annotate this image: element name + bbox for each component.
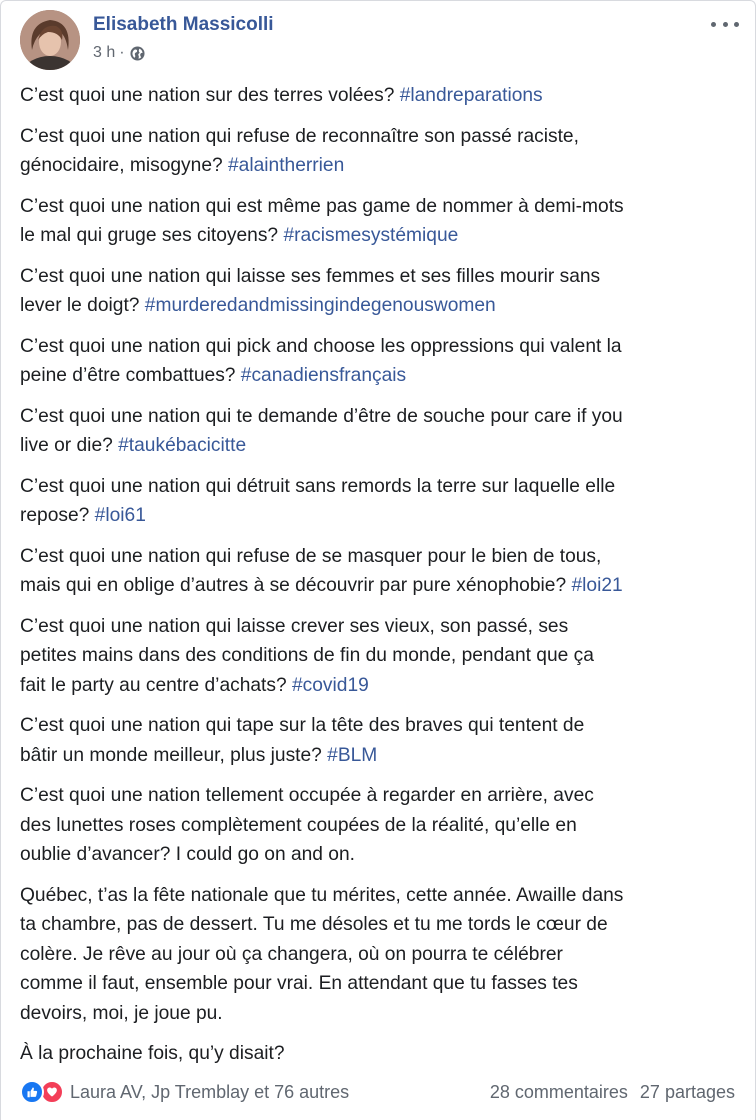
post-footer	[20, 1074, 735, 1110]
post-text: C’est quoi une nation qui pick and choose les oppressions qui valent la	[20, 335, 622, 357]
post-paragraph	[20, 542, 742, 601]
avatar[interactable]	[20, 10, 80, 70]
avatar-photo	[20, 10, 80, 70]
post-text: C’est quoi une nation sur des terres volées?	[20, 85, 400, 106]
post-text: C’est quoi une nation qui refuse de se masquer pour le bien de tous,	[20, 545, 602, 567]
post-text: lever le doigt?	[20, 295, 145, 316]
post-text: fait le party au centre d’achats?	[20, 674, 292, 696]
post-text: C’est quoi une nation tellement occupée à regarder en arrière, avec	[20, 785, 594, 806]
post-paragraph	[20, 781, 742, 870]
post-paragraph	[20, 402, 742, 461]
post-paragraph	[20, 122, 742, 181]
post-text: C’est quoi une nation qui laisse crever ses vieux, son passé, ses	[20, 615, 569, 637]
post-body	[20, 81, 742, 1080]
hashtag-link[interactable]: #BLM	[327, 744, 378, 766]
like-icon	[20, 1080, 44, 1104]
post-text: oublie d’avancer? I could go on and on.	[20, 844, 355, 865]
post-text: devoirs, moi, je joue pu.	[20, 1002, 223, 1024]
reactions[interactable]	[20, 1080, 64, 1104]
post-header	[20, 10, 755, 72]
post-text: live or die?	[20, 435, 119, 456]
post-paragraph	[20, 1039, 742, 1069]
hashtag-link[interactable]: #alaintherrien	[228, 155, 345, 176]
post-paragraph	[20, 881, 742, 1029]
more-icon[interactable]	[711, 14, 739, 34]
post-text: C’est quoi une nation qui laisse ses femmes et ses filles mourir sans	[20, 265, 601, 287]
post-text: petites mains dans des conditions de fin du monde, pendant que ça	[20, 645, 594, 666]
hashtag-link[interactable]: #covid19	[291, 674, 369, 696]
globe-icon[interactable]	[130, 46, 145, 61]
hashtag-link[interactable]: #taukébacicitte	[118, 435, 247, 456]
engagement-counts	[490, 1082, 735, 1103]
post-meta	[93, 44, 145, 62]
post-time[interactable]: 3 h	[93, 44, 116, 61]
post-text: C’est quoi une nation qui refuse de reconnaître son passé raciste,	[20, 125, 579, 147]
hashtag-link[interactable]: #racismesystémique	[283, 225, 459, 246]
hashtag-link[interactable]: #murderedandmissingindegenouswomen	[144, 295, 496, 316]
post-text: repose?	[20, 505, 95, 526]
post-paragraph	[20, 472, 742, 531]
post-text: comme il faut, ensemble pour vrai. En attendant que tu fasses tes	[20, 973, 578, 994]
hashtag-link[interactable]: #canadiensfrançais	[240, 365, 407, 386]
post-text: génocidaire, misogyne?	[20, 155, 228, 176]
post-text: mais qui en oblige d’autres à se découvrir par pure xénophobie?	[20, 575, 572, 596]
post-paragraph	[20, 192, 742, 251]
post-text: Québec, t’as la fête nationale que tu mérites, cette année. Awaille dans	[20, 884, 624, 906]
post-text: C’est quoi une nation qui te demande d’être de souche pour care if you	[20, 405, 623, 427]
post-text: bâtir un monde meilleur, plus juste?	[20, 744, 328, 766]
post-paragraph	[20, 711, 742, 770]
post-paragraph	[20, 262, 742, 321]
post-text: À la prochaine fois, qu’y disait?	[20, 1043, 285, 1064]
post-paragraph	[20, 332, 742, 391]
post-text: C’est quoi une nation qui détruit sans remords la terre sur laquelle elle	[20, 475, 616, 497]
hashtag-link[interactable]: #loi61	[94, 505, 146, 526]
post-text: C’est quoi une nation qui tape sur la tête des braves qui tentent de	[20, 715, 585, 736]
hashtag-link[interactable]: #landreparations	[399, 85, 543, 106]
post-text: des lunettes roses complètement coupées de la réalité, qu’elle en	[20, 814, 577, 836]
post-text: colère. Je rêve au jour où ça changera, où on pourra te célébrer	[20, 943, 563, 965]
post-text: le mal qui gruge ses citoyens?	[20, 225, 284, 246]
post-paragraph	[20, 81, 742, 111]
post-text: ta chambre, pas de dessert. Tu me désoles et tu me tords le cœur de	[20, 914, 608, 935]
author-name[interactable]: Elisabeth Massicolli	[93, 14, 274, 35]
post-text: C’est quoi une nation qui est même pas game de nommer à demi-mots	[20, 195, 624, 217]
shares-count[interactable]: 27 partages	[639, 1081, 735, 1102]
post-text: peine d’être combattues?	[20, 365, 241, 386]
reactors-text[interactable]: Laura AV, Jp Tremblay et 76 autres	[70, 1081, 350, 1102]
meta-separator: ·	[119, 44, 125, 61]
hashtag-link[interactable]: #loi21	[571, 575, 623, 596]
post-paragraph	[20, 612, 742, 701]
comments-count[interactable]: 28 commentaires	[489, 1081, 628, 1102]
